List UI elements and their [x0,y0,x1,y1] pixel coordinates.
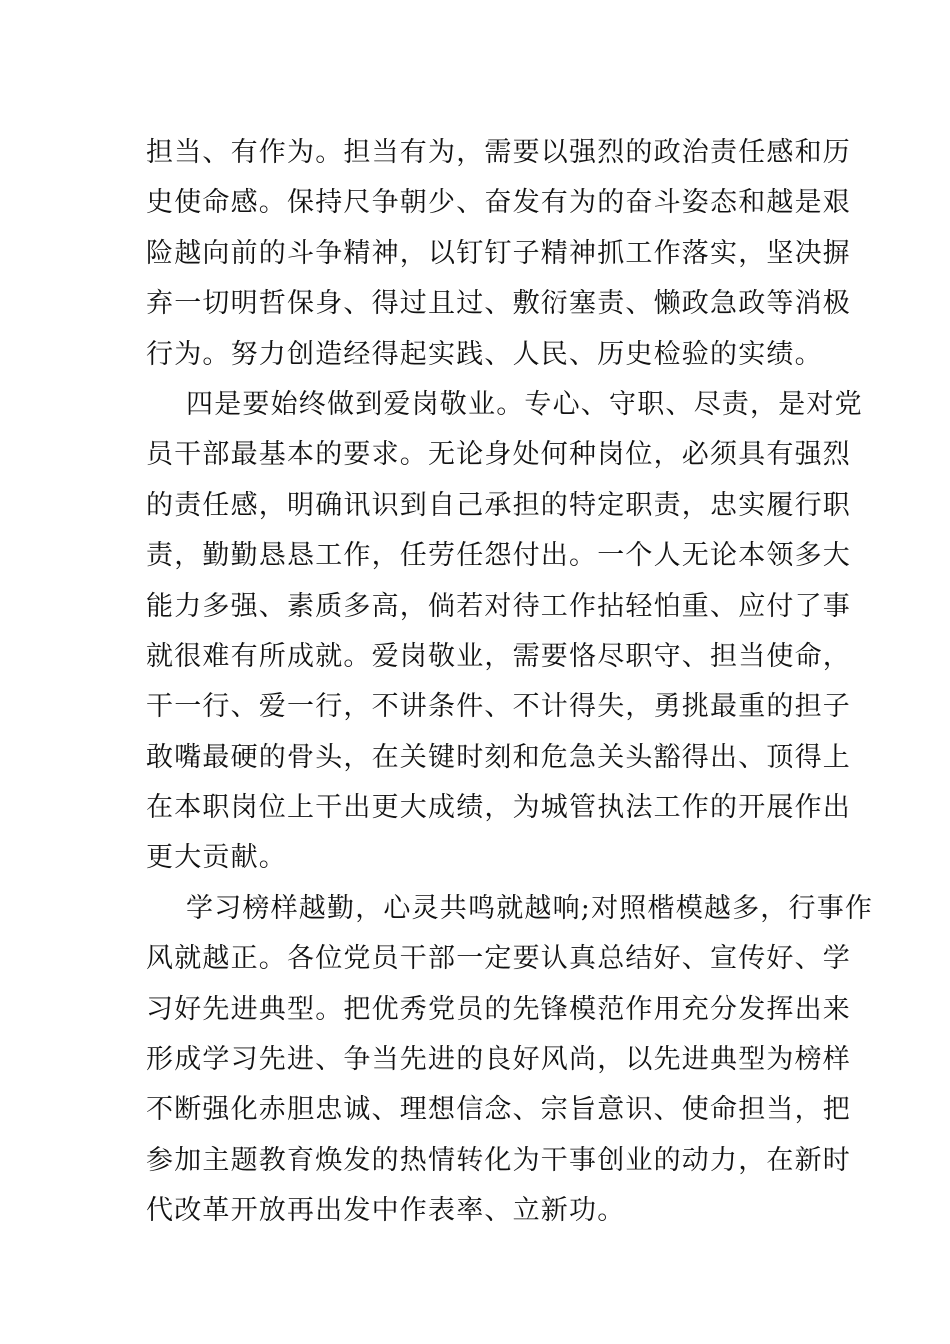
text-line: 就很难有所成就。爱岗敬业，需要恪尽职守、担当使命， [146,640,851,672]
document-body [146,128,874,1237]
text-line: 参加主题教育焕发的热情转化为干事创业的动力，在新时 [146,1144,851,1176]
text-line: 行为。努力创造经得起实践、人民、历史检验的实绩。 [146,338,823,370]
text-line: 员干部最基本的要求。无论身处何种岗位，必须具有强烈 [146,439,851,471]
paragraph-start-line: 学习榜样越勤，心灵共鸣就越响;对照楷模越多，行事作 [186,892,874,924]
text-line: 的责任感，明确讯识到自己承担的特定职责，忠实履行职 [146,489,851,521]
text-line: 在本职岗位上干出更大成绩，为城管执法工作的开展作出 [146,792,851,824]
text-line: 能力多强、素质多高，倘若对待工作拈轻怕重、应付了事 [146,590,851,622]
text-line: 弃一切明哲保身、得过且过、敷衍塞责、懒政急政等消极 [146,288,851,320]
text-line: 风就越正。各位党员干部一定要认真总结好、宣传好、学 [146,943,851,975]
text-line: 干一行、爱一行，不讲条件、不计得失，勇挑最重的担子 [146,691,851,723]
text-line: 更大贡献。 [146,842,287,874]
text-line: 险越向前的斗争精神，以钉钉子精神抓工作落实，坚决摒 [146,237,851,269]
text-line: 责，勤勤恳恳工作，任劳任怨付出。一个人无论本领多大 [146,540,851,572]
text-line: 形成学习先进、争当先进的良好风尚，以先进典型为榜样 [146,1044,851,1076]
text-line: 敢嘴最硬的骨头，在关键时刻和危急关头豁得出、顶得上 [146,741,851,773]
text-line: 习好先进典型。把优秀党员的先锋模范作用充分发挥出来 [146,993,851,1025]
text-line: 担当、有作为。担当有为，需要以强烈的政治责任感和历 [146,137,851,168]
text-line: 不断强化赤胆忠诚、理想信念、宗旨意识、使命担当，把 [146,1094,851,1126]
paragraph-start-line: 四是要始终做到爱岗敬业。专心、守职、尽责，是对党 [186,388,863,420]
text-line: 代改革开放再出发中作表率、立新功。 [146,1195,626,1227]
text-line: 史使命感。保持尺争朝少、奋发有为的奋斗姿态和越是艰 [146,187,851,219]
